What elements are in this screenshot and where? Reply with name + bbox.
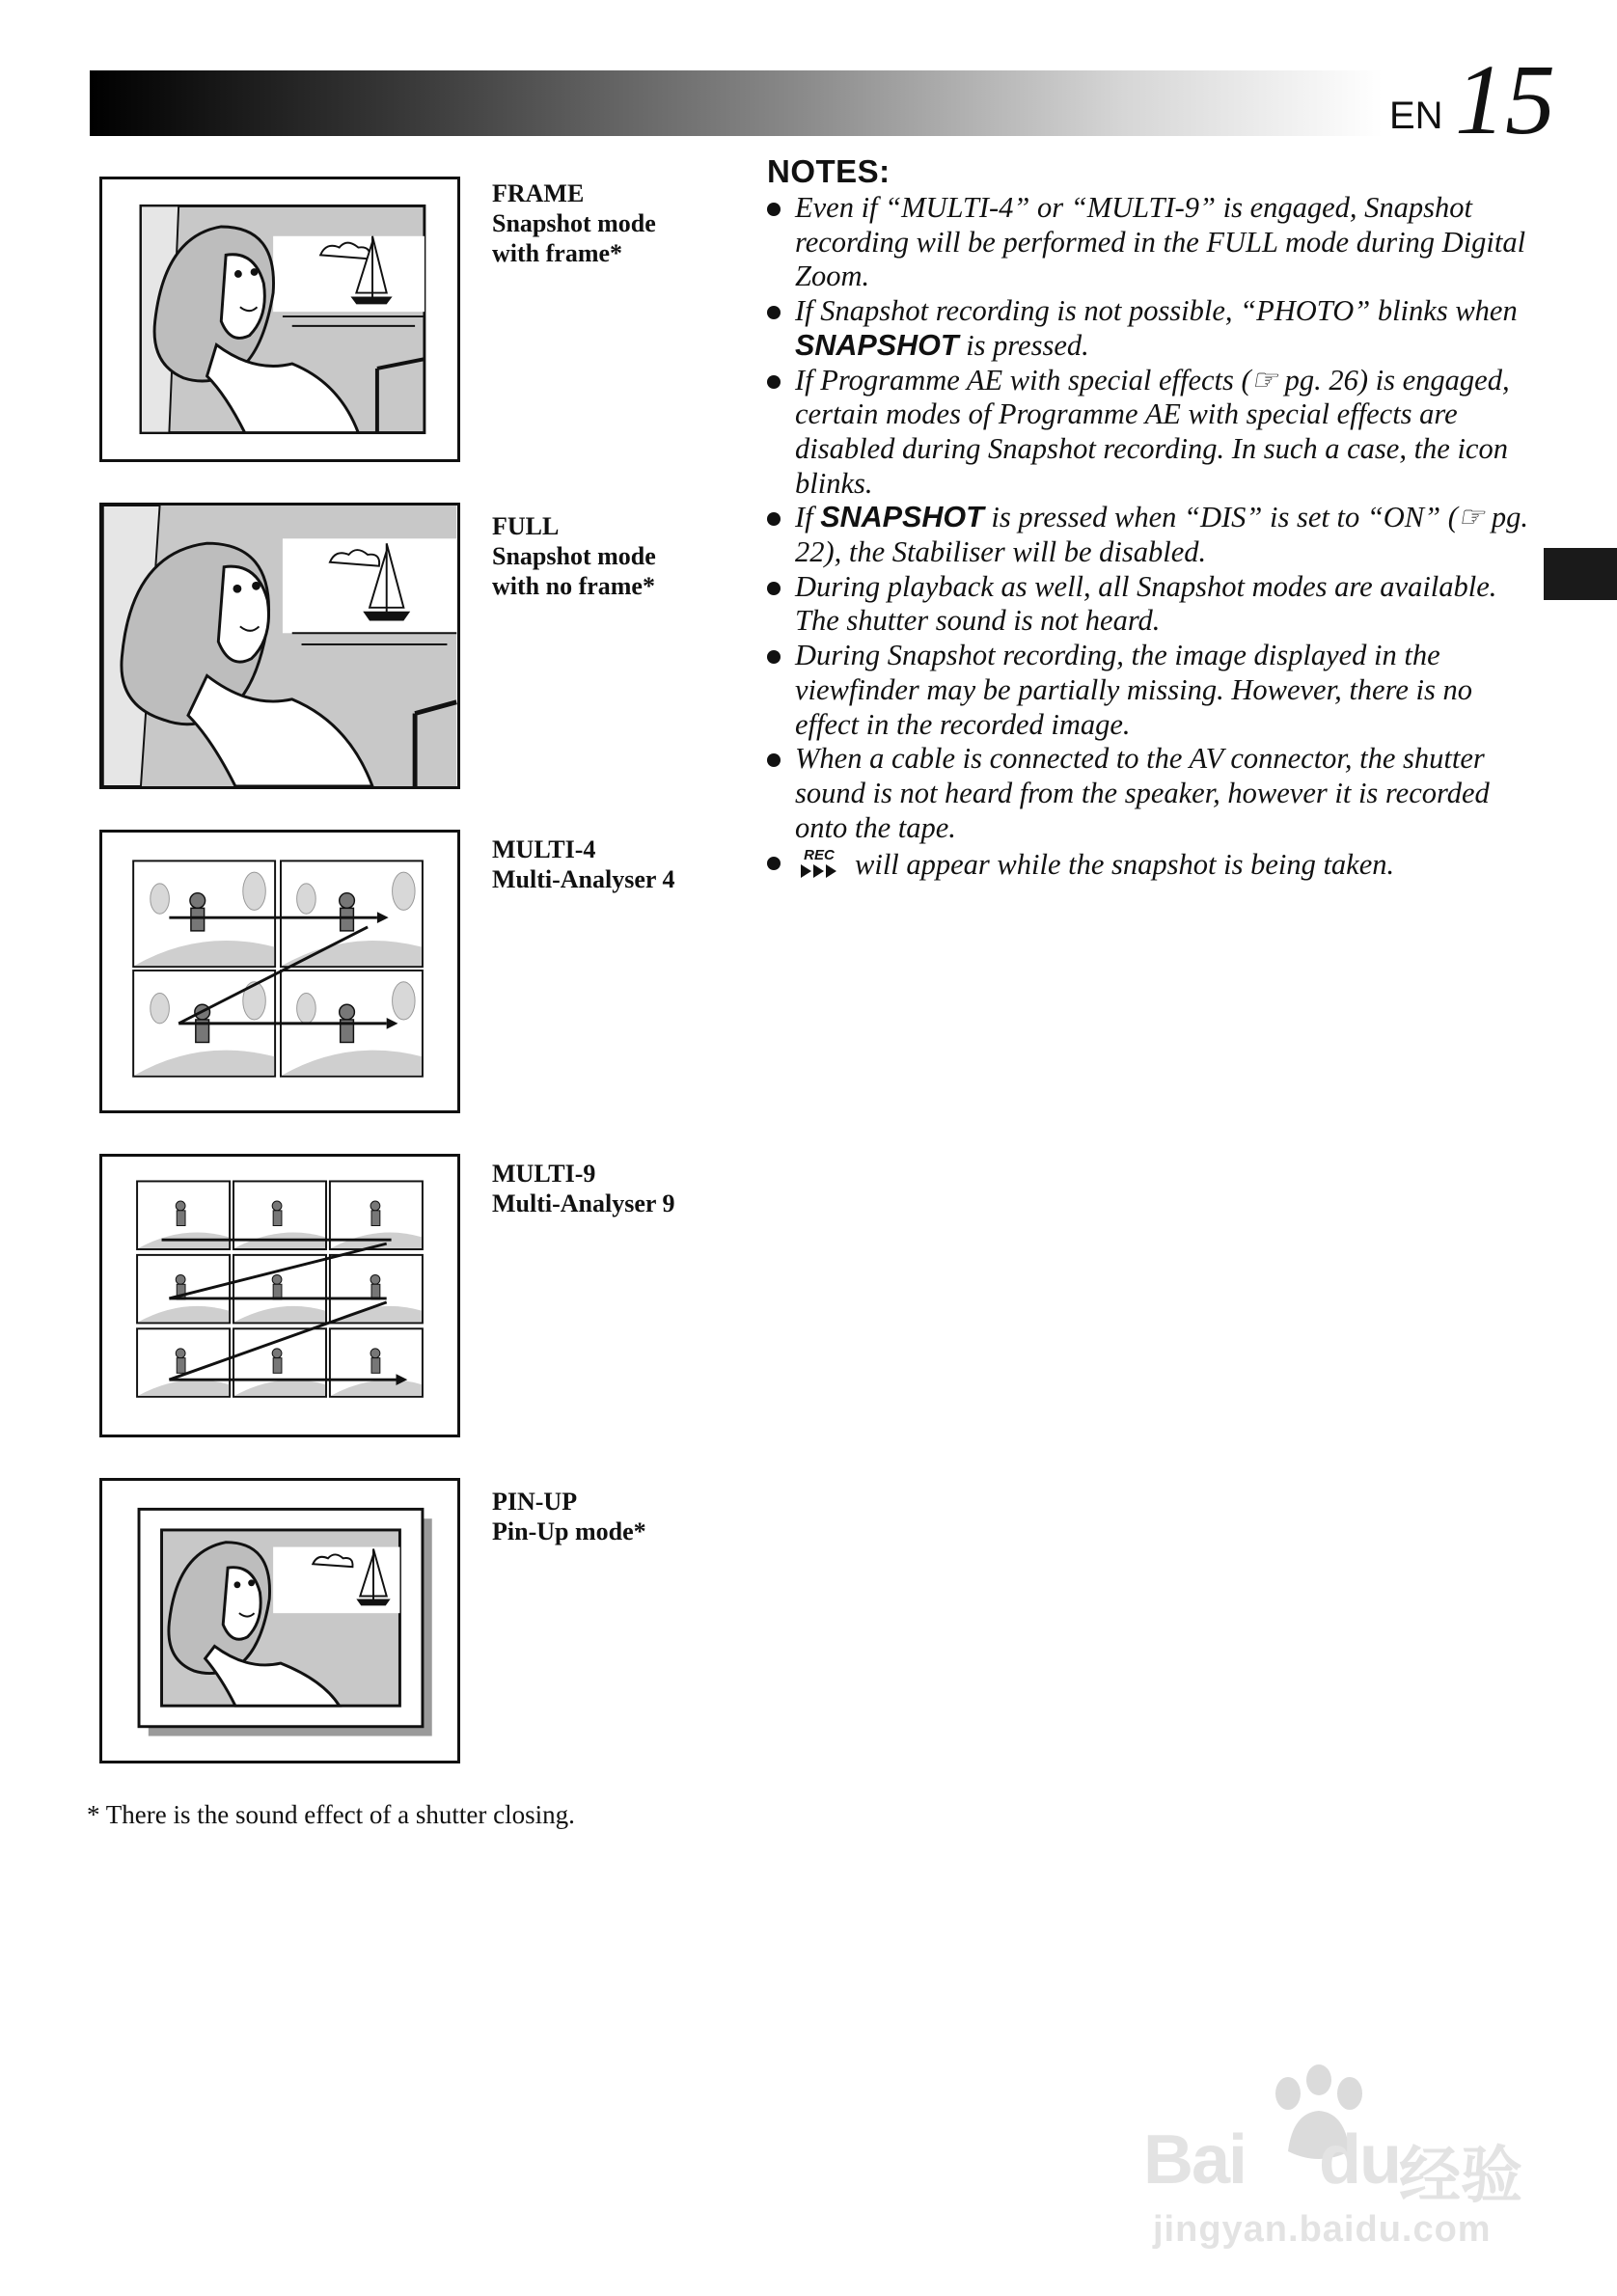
mode-description: Multi-Analyser 9 <box>492 1189 675 1217</box>
multi9-mode-label <box>492 1159 674 1218</box>
mode-title: FULL <box>492 512 560 540</box>
woman-portrait-with-frame-illustration <box>102 179 457 459</box>
baidu-watermark <box>1143 2064 1548 2257</box>
bullet-icon <box>767 512 781 526</box>
watermark-url: jingyan.baidu.com <box>1153 2209 1492 2250</box>
bullet-icon <box>767 857 781 870</box>
mode-description: Multi-Analyser 4 <box>492 865 675 893</box>
play-arrow-icon <box>801 864 811 878</box>
note-item <box>765 742 1537 845</box>
pinup-mode-illustration <box>99 1478 460 1763</box>
page-language: EN <box>1389 95 1443 137</box>
mode-description: Snapshot mode <box>492 542 656 570</box>
golfer-4-frame-sequence-illustration <box>102 833 457 1110</box>
note-item <box>765 294 1537 363</box>
golfer-9-frame-sequence-illustration <box>102 1157 457 1435</box>
watermark-cn: 经验 <box>1399 2141 1522 2212</box>
section-tab <box>1544 548 1617 600</box>
play-arrow-icon <box>826 864 836 878</box>
mode-title: FRAME <box>492 179 585 207</box>
full-mode-illustration <box>99 503 460 789</box>
note-text: If Programme AE with special effects (☞ pg. 26) is engaged, certain modes of Programme AE with special effects are disabled during Snapshot recording. In such a case, the icon blinks. <box>795 363 1510 500</box>
note-item <box>765 639 1537 742</box>
note-item <box>765 570 1537 639</box>
note-text: If <box>795 501 821 534</box>
note-item <box>765 845 1537 883</box>
note-emphasis: SNAPSHOT <box>795 328 959 362</box>
notes-heading: NOTES: <box>767 153 891 189</box>
bullet-icon <box>767 753 781 767</box>
note-item <box>765 191 1537 294</box>
footnote: * There is the sound effect of a shutter closing. <box>87 1800 575 1829</box>
note-text: is pressed when “DIS” is set to “ON” (☞ pg. 22), the Stabiliser will be disabled. <box>795 501 1528 569</box>
frame-mode-label <box>492 178 656 268</box>
woman-portrait-pinup-illustration <box>102 1481 457 1761</box>
bullet-icon <box>767 582 781 595</box>
mode-title: PIN-UP <box>492 1488 578 1516</box>
pinup-mode-label <box>492 1487 646 1546</box>
mode-description: with no frame* <box>492 572 655 600</box>
mode-description: Snapshot mode <box>492 209 656 237</box>
bullet-icon <box>767 203 781 216</box>
mode-title: MULTI-9 <box>492 1160 596 1188</box>
woman-portrait-full-illustration <box>102 506 457 786</box>
note-text: If Snapshot recording is not possible, “PHOTO” blinks when <box>795 294 1518 328</box>
note-text: When a cable is connected to the AV connector, the shutter sound is not heard from the speaker, however it is recorded onto the tape. <box>795 742 1490 844</box>
mode-title: MULTI-4 <box>492 835 596 863</box>
note-text: During playback as well, all Snapshot modes are available. The shutter sound is not heard. <box>795 569 1497 638</box>
multi4-mode-label <box>492 834 674 894</box>
frame-mode-illustration <box>99 177 460 462</box>
header-bar <box>90 70 1383 136</box>
bullet-icon <box>767 650 781 664</box>
play-arrow-icon <box>813 864 824 878</box>
rec-snapshot-icon <box>795 845 843 880</box>
watermark-brand: Bai du <box>1143 2121 1401 2199</box>
multi9-mode-illustration <box>99 1154 460 1437</box>
note-text: During Snapshot recording, the image displayed in the viewfinder may be partially missing. However, there is no effect in the recorded image. <box>795 639 1472 741</box>
page-number: 15 <box>1455 44 1555 155</box>
note-text: will appear while the snapshot is being taken. <box>855 848 1395 882</box>
mode-description: with frame* <box>492 239 623 267</box>
rec-icon-label: REC <box>804 847 835 864</box>
note-text: is pressed. <box>958 328 1089 362</box>
notes-section <box>765 154 1537 883</box>
bullet-icon <box>767 375 781 389</box>
note-emphasis: SNAPSHOT <box>820 501 984 534</box>
bullet-icon <box>767 306 781 319</box>
full-mode-label <box>492 511 656 601</box>
note-text: Even if “MULTI-4” or “MULTI-9” is engaged, Snapshot recording will be performed in the FULL mode during Digital Zoom. <box>795 191 1526 293</box>
note-item <box>765 501 1537 569</box>
note-item <box>765 364 1537 502</box>
mode-description: Pin-Up mode* <box>492 1517 646 1545</box>
notes-list <box>765 191 1537 883</box>
multi4-mode-illustration <box>99 830 460 1113</box>
